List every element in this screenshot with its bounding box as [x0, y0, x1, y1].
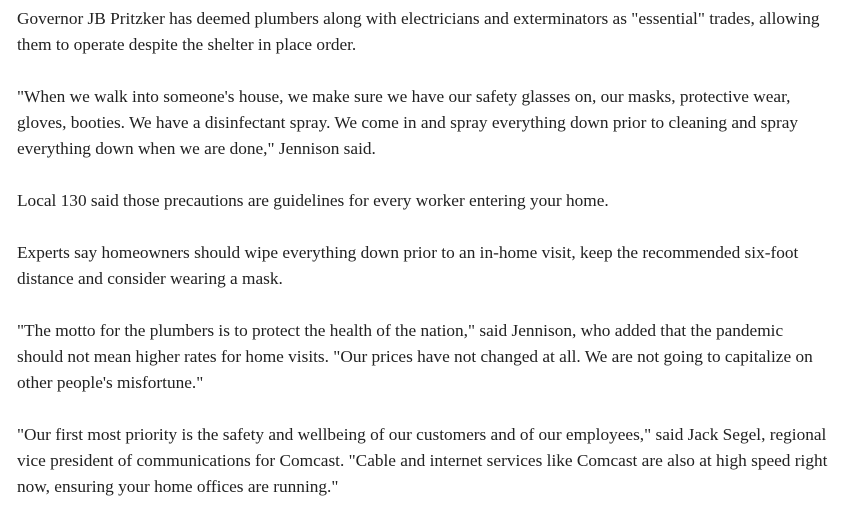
article-paragraph: Local 130 said those precautions are guidelines for every worker entering your home.: [17, 191, 609, 210]
article-paragraph: "The motto for the plumbers is to protect the health of the nation," said Jennison, who added that the pandemic should not mean higher rates for home visits. "Our prices have not changed at all. We are not going to capitalize on other people's misfortune.": [17, 321, 813, 392]
article-paragraph: "Our first most priority is the safety and wellbeing of our customers and of our employees," said Jack Segel, regional vice president of communications for Comcast. "Cable and internet services like Comcast are also at high speed right now, ensuring your home offices are running.": [17, 425, 828, 496]
article-paragraph: "When we walk into someone's house, we make sure we have our safety glasses on, our masks, protective wear, gloves, booties. We have a disinfectant spray. We come in and spray everything down prior to cleaning and spray everything down when we are done," Jennison said.: [17, 87, 799, 158]
article-paragraph: Governor JB Pritzker has deemed plumbers along with electricians and exterminators as "essential" trades, allowing them to operate despite the shelter in place order.: [17, 9, 820, 54]
article-paragraph: Experts say homeowners should wipe everything down prior to an in-home visit, keep the recommended six-foot distance and consider wearing a mask.: [17, 243, 799, 288]
